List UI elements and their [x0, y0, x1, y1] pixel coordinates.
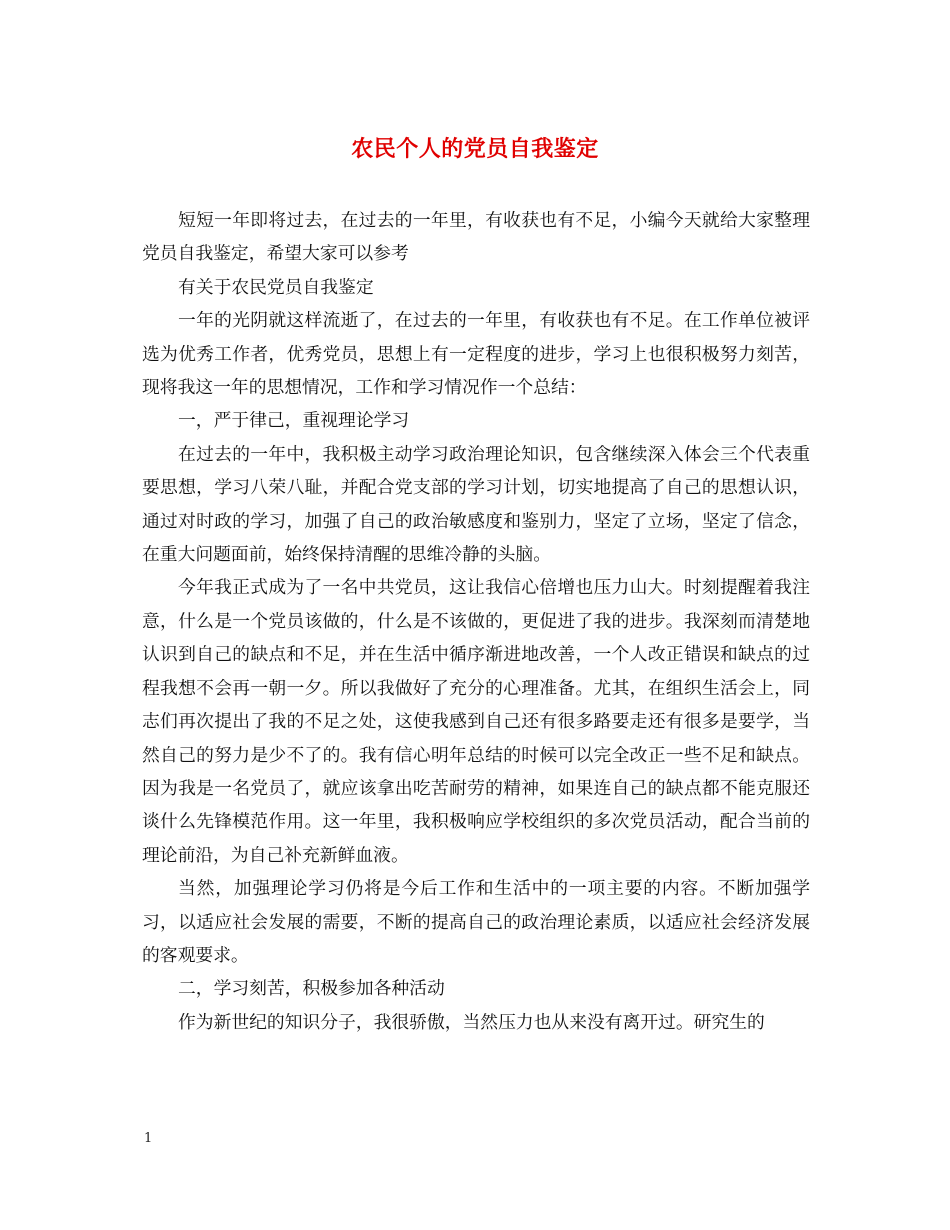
section-heading-1: 一，严于律己，重视理论学习 — [178, 410, 410, 432]
section-heading-2: 二，学习刻苦，积极参加各种活动 — [178, 978, 445, 1000]
knowledge-paragraph: 作为新世纪的知识分子，我很骄傲，当然压力也从来没有离开过。研究生的 — [178, 1011, 765, 1033]
future-study-paragraph: 当然，加强理论学习仍将是今后工作和生活中的一项主要的内容。不断加强学习，以适应社会发展的需要，不断的提高自己的政治理论素质，以适应社会经济发展的客观要求。 — [142, 878, 810, 966]
page-number: 1 — [144, 1131, 153, 1146]
intro-paragraph: 短短一年即将过去，在过去的一年里，有收获也有不足，小编今天就给大家整理党员自我鉴定，希望大家可以参考 — [142, 210, 810, 265]
subtitle-paragraph: 有关于农民党员自我鉴定 — [178, 276, 374, 298]
summary-paragraph: 一年的光阴就这样流逝了，在过去的一年里，有收获也有不足。在工作单位被评选为优秀工作者，优秀党员，思想上有一定程度的进步，学习上也很积极努力刻苦，现将我这一年的思想情况，工作和学习情况作一个总结： — [142, 310, 810, 399]
theory-study-paragraph: 在过去的一年中，我积极主动学习政治理论知识，包含继续深入体会三个代表重要思想，学习八荣八耻，并配合党支部的学习计划，切实地提高了自己的思想认识，通过对时政的学习，加强了自己的政治敏感度和鉴别力，坚定了立场，坚定了信念，在重大问题面前，始终保持清醒的思维冷静的头脑。 — [142, 443, 810, 566]
document-title: 农民个人的党员自我鉴定 — [351, 136, 599, 162]
document-body — [142, 204, 810, 1039]
party-member-paragraph: 今年我正式成为了一名中共党员，这让我信心倍增也压力山大。时刻提醒着我注意，什么是一个党员该做的，什么是不该做的，更促进了我的进步。我深刻而清楚地认识到自己的缺点和不足，并在生活中循序渐进地改善，一个人改正错误和缺点的过程我想不会再一朝一夕。所以我做好了充分的心理准备。尤其，在组织生活会上，同志们再次提出了我的不足之处，这使我感到自己还有很多路要走还有很多是要学，当然自己的努力是少不了的。我有信心明年总结的时候可以完全改正一些不足和缺点。因为我是一名党员了，就应该拿出吃苦耐劳的精神，如果连自己的缺点都不能克服还谈什么先锋模范作用。这一年里，我积极响应学校组织的多次党员活动，配合当前的理论前沿，为自己补充新鲜血液。 — [142, 577, 810, 866]
